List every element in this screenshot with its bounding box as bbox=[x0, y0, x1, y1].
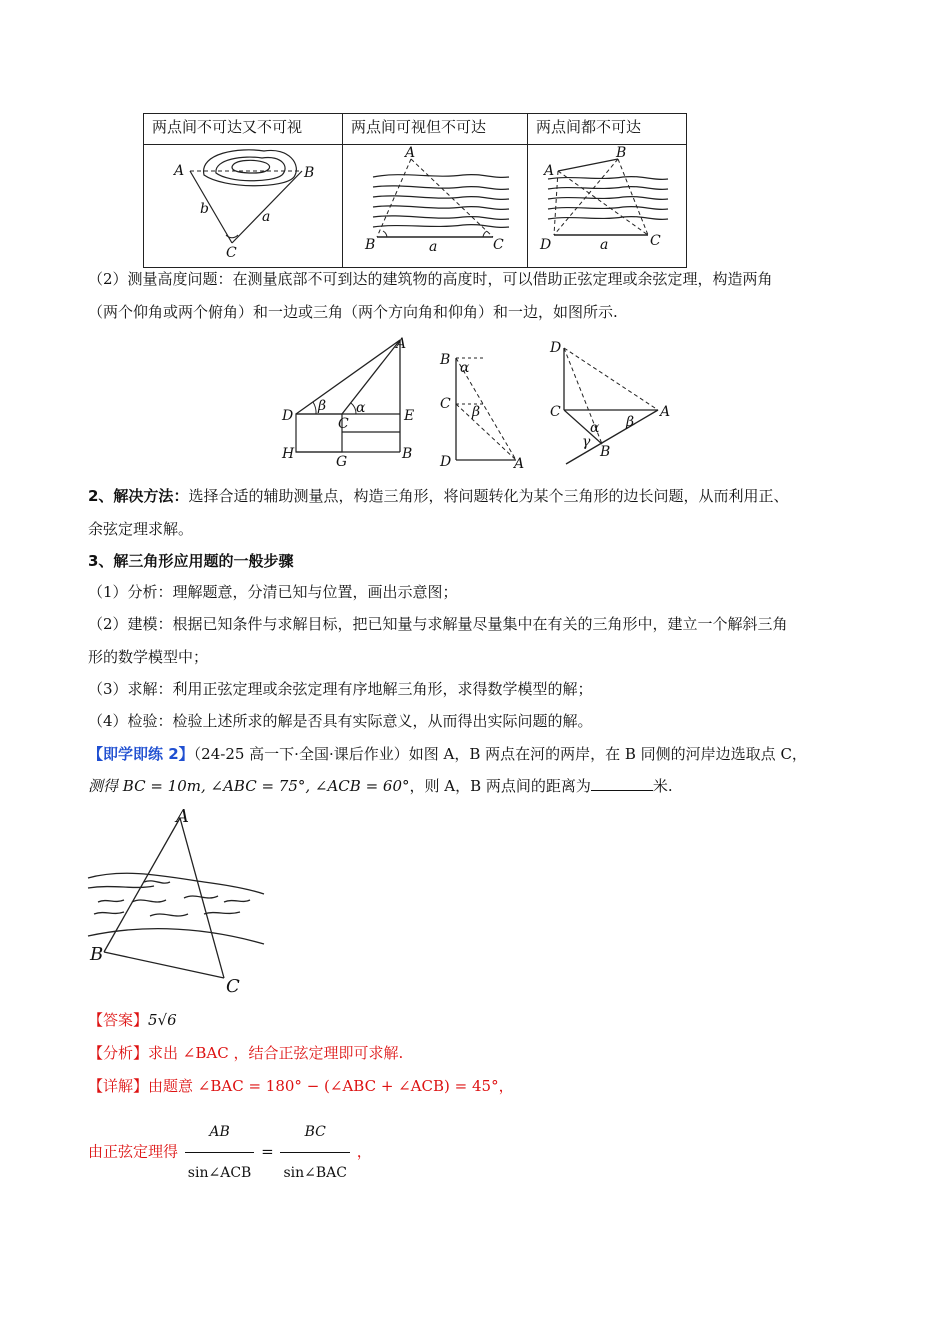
figure-not-reachable-not-visible bbox=[144, 145, 342, 263]
step-item: （1）分析：理解题意，分清已知与位置，画出示意图； bbox=[88, 583, 458, 601]
label-A: A bbox=[174, 163, 185, 179]
method-text-line1: 选择合适的辅助测量点，构造三角形，将问题转化为某个三角形的边长问题，从而利用正、 bbox=[188, 487, 789, 505]
step-item: （3）求解：利用正弦定理或余弦定理有序地解三角形，求得数学模型的解； bbox=[88, 680, 593, 698]
label-b: b bbox=[200, 201, 209, 217]
analysis-tag: 【分析】 bbox=[88, 1044, 149, 1062]
fraction-bc bbox=[280, 1112, 350, 1193]
label-D: D bbox=[440, 454, 452, 470]
exercise-unit: 米. bbox=[652, 777, 673, 795]
answer-tag: 【答案】 bbox=[88, 1011, 149, 1029]
label-A: A bbox=[396, 336, 407, 352]
table-figure-cell-3 bbox=[528, 145, 687, 268]
table-header-3: 两点间都不可达 bbox=[528, 114, 687, 145]
label-G: G bbox=[336, 454, 348, 470]
exercise-question: ，则 A，B 两点间的距离为 bbox=[409, 777, 591, 795]
fraction-ab-denominator: sin∠ACB bbox=[187, 1165, 252, 1181]
label-A: A bbox=[660, 404, 671, 420]
comparison-table bbox=[143, 113, 687, 268]
step-item: （4）检验：检验上述所求的解是否具有实际意义，从而得出实际问题的解。 bbox=[88, 712, 593, 730]
fraction-ab-numerator: AB bbox=[185, 1112, 255, 1153]
sine-law-end: ， bbox=[356, 1142, 372, 1161]
label-E: E bbox=[404, 408, 415, 424]
label-B: B bbox=[365, 237, 376, 253]
label-C: C bbox=[440, 396, 451, 412]
section-text-line2: （两个仰角或两个俯角）和一边或三角（两个方向角和仰角）和一边，如图所示. bbox=[88, 303, 618, 321]
detail-text: 由题意 ∠BAC = 180° − (∠ABC + ∠ACB) = 45°， bbox=[148, 1077, 514, 1095]
step-item: （2）建模：根据已知条件与求解目标，把已知量与求解量尽量集中在有关的三角形中，建立一个解斜三角 bbox=[88, 615, 788, 633]
label-A: A bbox=[514, 456, 525, 472]
label-A: A bbox=[405, 145, 416, 161]
label-gamma: γ bbox=[582, 434, 591, 450]
label-C: C bbox=[226, 976, 240, 997]
label-beta: β bbox=[318, 398, 327, 414]
label-A: A bbox=[544, 163, 555, 179]
label-beta: β bbox=[626, 414, 635, 430]
figure-height-2 bbox=[436, 348, 536, 472]
fraction-bc-numerator: BC bbox=[280, 1112, 350, 1153]
label-B: B bbox=[600, 444, 611, 460]
fraction-bc-denominator: sin∠BAC bbox=[283, 1165, 347, 1181]
analysis-text: 求出 ∠BAC ，结合正弦定理即可求解. bbox=[148, 1044, 404, 1062]
figure-both-not-reachable bbox=[528, 145, 686, 263]
exercise-given: 测得 BC = 10m, ∠ABC = 75°, ∠ACB = 60° bbox=[88, 777, 410, 795]
method-text-line2: 余弦定理求解。 bbox=[88, 520, 194, 538]
exercise-source: （24-25 高一下·全国·课后作业） bbox=[193, 745, 409, 763]
section-label-height: （2）测量高度问题： bbox=[88, 270, 233, 288]
exercise-tag: 【即学即练 2】 bbox=[88, 745, 194, 763]
table-header-2: 两点间可视但不可达 bbox=[343, 114, 528, 145]
fraction-ab bbox=[185, 1112, 255, 1193]
table-header-1: 两点间不可达又不可视 bbox=[144, 114, 343, 145]
label-a: a bbox=[262, 209, 271, 225]
label-B: B bbox=[616, 145, 627, 161]
label-C: C bbox=[493, 237, 504, 253]
label-B: B bbox=[304, 165, 315, 181]
steps-title: 3、解三角形应用题的一般步骤 bbox=[88, 552, 294, 570]
figure-height-3 bbox=[546, 336, 676, 466]
method-title: 2、解决方法： bbox=[88, 487, 189, 505]
answer-value: 5√6 bbox=[148, 1011, 177, 1029]
label-D: D bbox=[540, 237, 552, 253]
figure-river bbox=[84, 806, 274, 998]
exercise-line1: 如图 A，B 两点在河的两岸，在 B 同侧的河岸边选取点 C， bbox=[408, 745, 807, 763]
figure-visible-not-reachable bbox=[343, 145, 527, 263]
step-item: 形的数学模型中； bbox=[88, 648, 209, 666]
label-alpha: α bbox=[590, 420, 600, 436]
label-beta: β bbox=[472, 404, 481, 420]
section-text-line1: 在测量底部不可到达的建筑物的高度时，可以借助正弦定理或余弦定理，构造两角 bbox=[232, 270, 773, 288]
label-C: C bbox=[226, 245, 237, 261]
label-C: C bbox=[338, 416, 349, 432]
answer-blank bbox=[591, 775, 653, 791]
label-alpha: α bbox=[356, 400, 366, 416]
label-a: a bbox=[429, 239, 438, 255]
label-alpha: α bbox=[460, 360, 470, 376]
detail-tag: 【详解】 bbox=[88, 1077, 149, 1095]
label-B: B bbox=[90, 944, 104, 965]
label-D: D bbox=[550, 340, 562, 356]
label-C: C bbox=[650, 233, 661, 249]
label-B: B bbox=[440, 352, 451, 368]
label-a: a bbox=[600, 237, 609, 253]
equals-sign: = bbox=[261, 1142, 274, 1161]
table-figure-cell-2 bbox=[343, 145, 528, 268]
label-H: H bbox=[282, 446, 295, 462]
label-C: C bbox=[550, 404, 561, 420]
table-figure-cell-1 bbox=[144, 145, 343, 268]
label-D: D bbox=[282, 408, 294, 424]
sine-law-prefix: 由正弦定理得 bbox=[88, 1142, 179, 1161]
label-B: B bbox=[402, 446, 413, 462]
label-A: A bbox=[176, 806, 189, 827]
